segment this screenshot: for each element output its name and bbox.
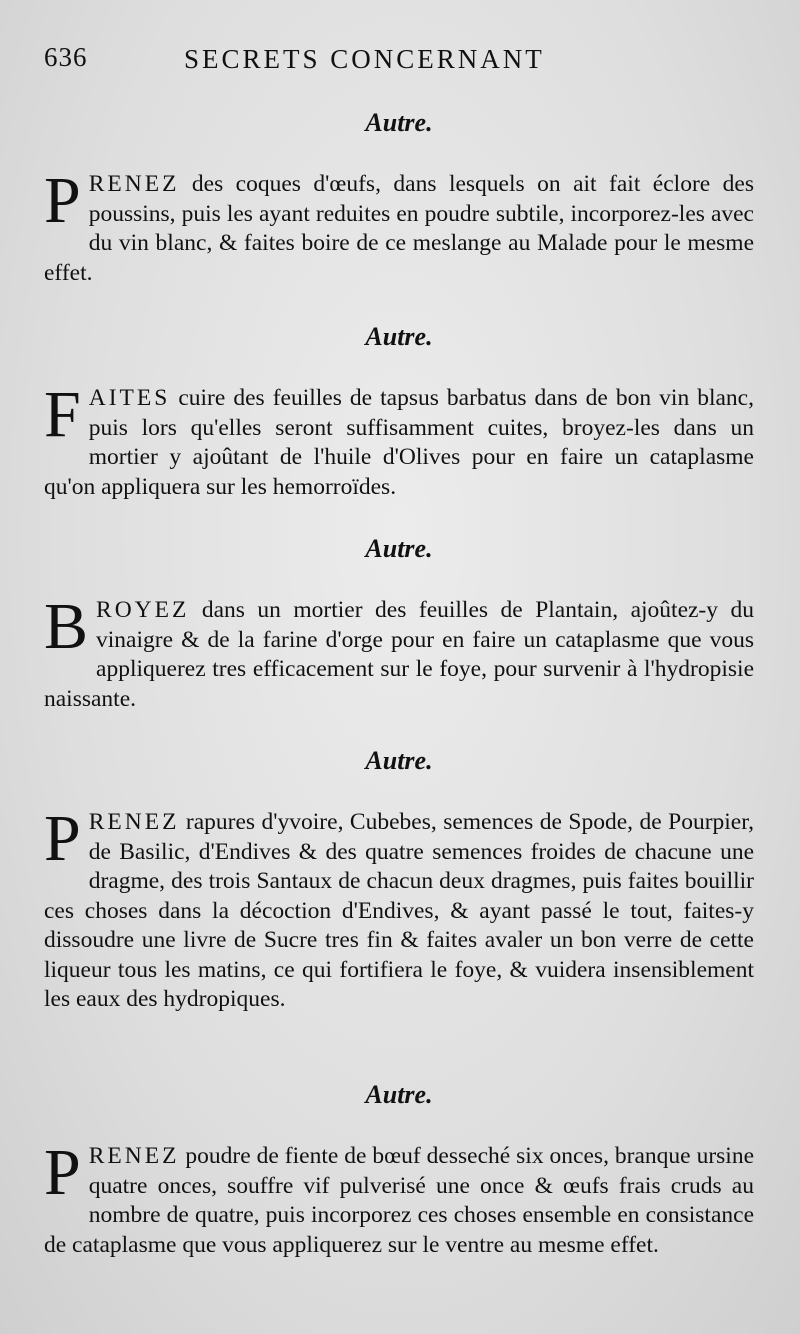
recipe-section-1	[44, 108, 754, 288]
recipe-section-4	[44, 746, 754, 1015]
section-title: Autre.	[365, 108, 433, 137]
drop-cap: P	[44, 1136, 81, 1209]
recipe-paragraph	[44, 378, 754, 502]
lead-word: RENEZ	[88, 171, 180, 197]
lead-word: ROYEZ	[96, 597, 190, 623]
section-title: Autre.	[365, 1080, 433, 1109]
drop-cap: B	[44, 590, 89, 663]
page-number: 636	[44, 42, 88, 72]
paragraph-text: cuire des feuilles de tapsus barbatus dans de bon vin blanc, puis lors qu'elles seront suffisamment cuites, broyez-les dans un mortier y ajoûtant de l'huile d'Olives pour en faire un cataplasme qu'on appliquera sur les hemorroïdes.	[44, 385, 754, 500]
recipe-section-2	[44, 322, 754, 502]
drop-cap: P	[44, 802, 81, 875]
section-title: Autre.	[365, 322, 433, 351]
lead-word: AITES	[88, 385, 171, 411]
paragraph-text: des coques d'œufs, dans lesquels on ait fait éclore des poussins, puis les ayant reduites en poudre subtile, incorporez-les avec du vin blanc, & faites boire de ce meslange au Malade pour le mesme effet.	[44, 171, 754, 286]
running-title: SECRETS CONCERNANT	[184, 44, 545, 74]
section-title: Autre.	[365, 746, 433, 775]
drop-cap: P	[44, 164, 81, 237]
recipe-section-3	[44, 534, 754, 714]
recipe-paragraph	[44, 802, 754, 1015]
recipe-paragraph	[44, 164, 754, 288]
recipe-section-5	[44, 1080, 754, 1260]
recipe-paragraph	[44, 590, 754, 714]
paragraph-text: dans un mortier des feuilles de Plantain, ajoûtez-y du vinaigre & de la farine d'orge pour en faire un cataplasme que vous appliquerez tres efficacement sur le foye, pour survenir à l'hydropisie naissante.	[44, 597, 754, 712]
paragraph-text: poudre de fiente de bœuf desseché six onces, branque ursine quatre onces, souffre vif pulverisé une once & œufs frais cruds au nombre de quatre, puis incorporez ces choses ensemble en consistance de cataplasme que vous appliquerez sur le ventre au mesme effet.	[44, 1143, 754, 1258]
lead-word: RENEZ	[88, 809, 180, 835]
recipe-paragraph	[44, 1136, 754, 1260]
drop-cap: F	[44, 378, 81, 451]
section-title: Autre.	[365, 534, 433, 563]
running-head	[44, 42, 764, 82]
lead-word: RENEZ	[88, 1143, 180, 1169]
paragraph-text: rapures d'yvoire, Cubebes, semences de Spode, de Pourpier, de Basilic, d'Endives & des quatre semences froides de chacune une dragme, des trois Santaux de chacun deux dragmes, puis faites bouillir ces choses dans la décoction d'Endives, & ayant passé le tout, faites-y dissoudre une livre de Sucre tres fin & faites avaler un bon verre de cette liqueur tous les matins, ce qui fortifiera le foye, & vuidera insensiblement les eaux des hydropiques.	[44, 809, 754, 1012]
